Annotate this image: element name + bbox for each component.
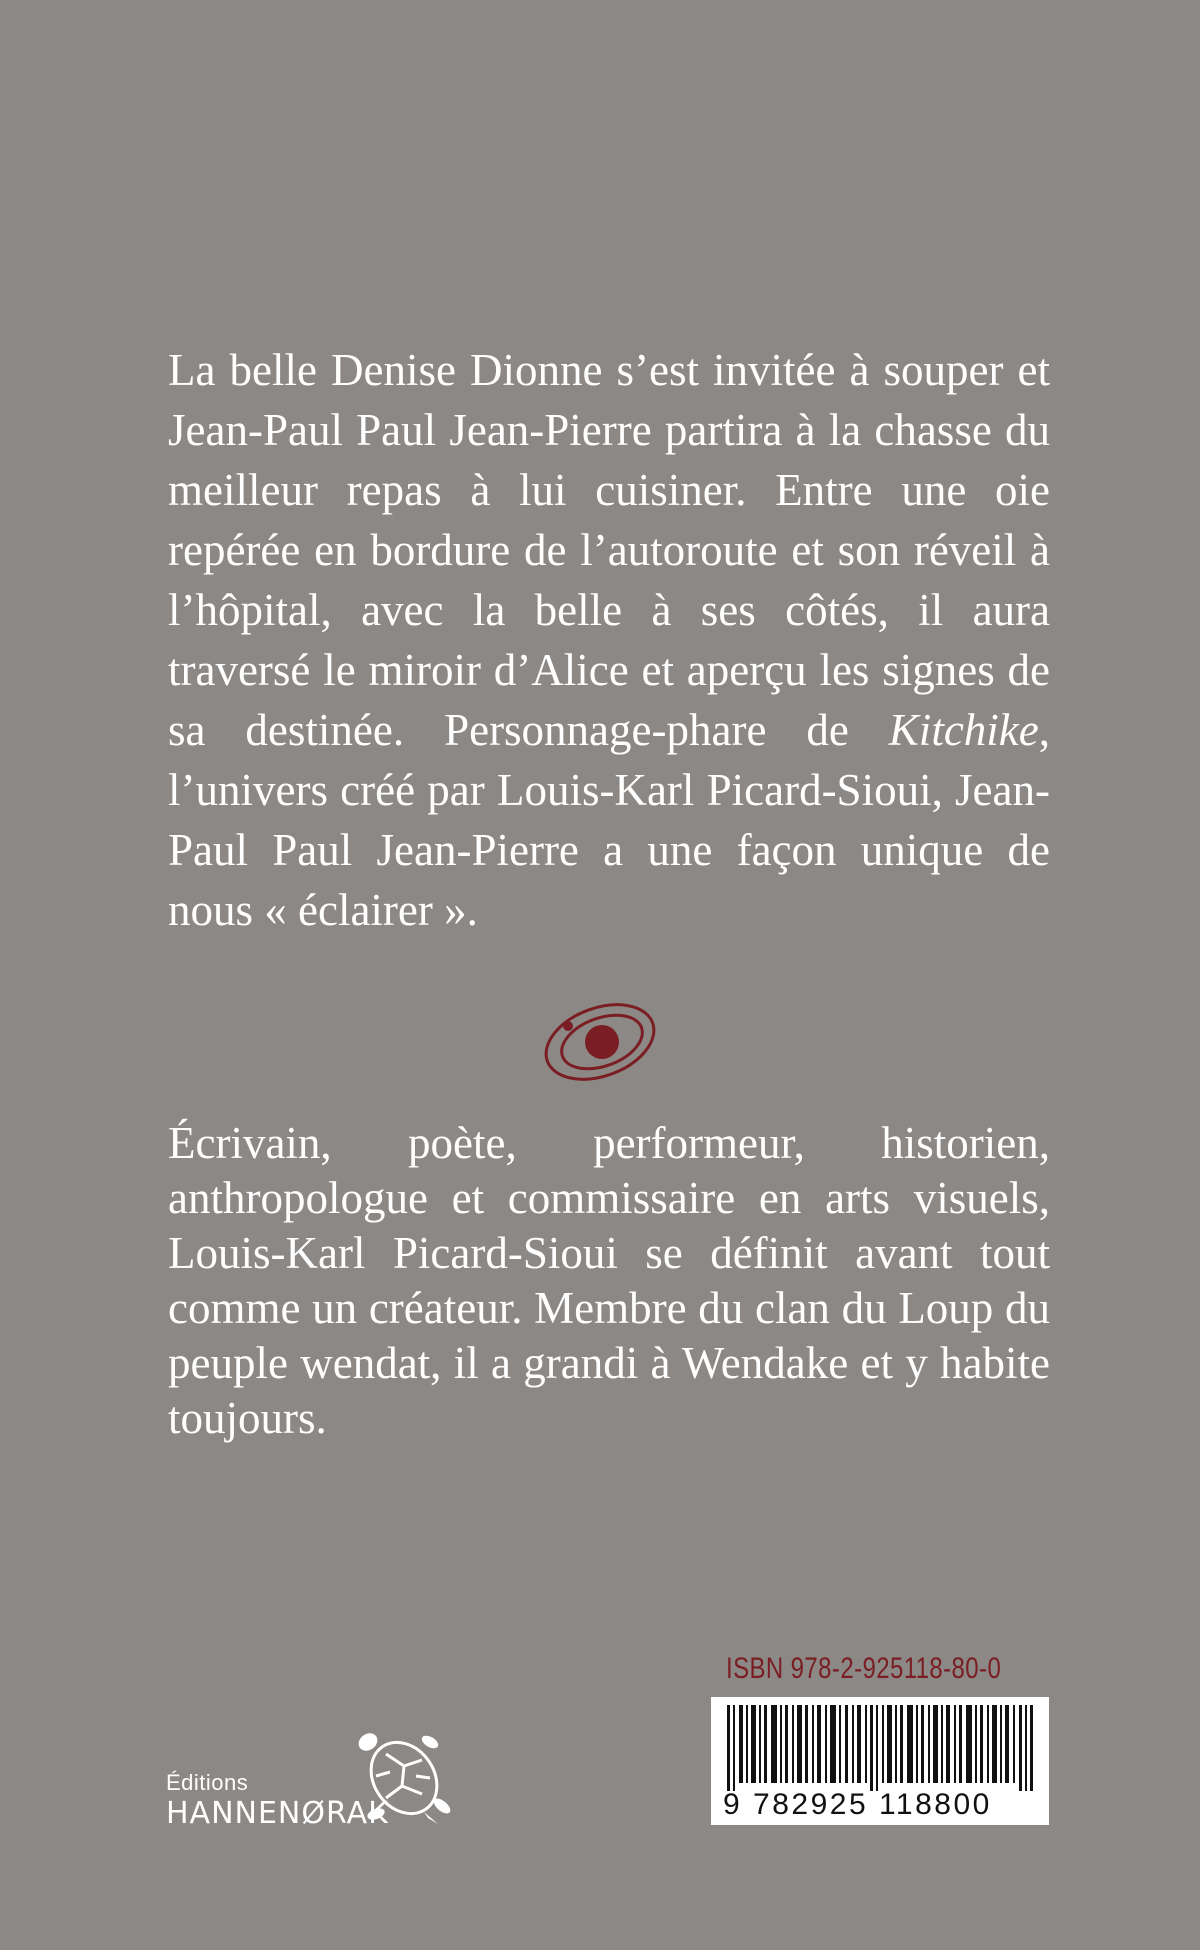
- author-bio-paragraph: Écrivain, poète, performeur, historien, anthropologue et commissaire en arts visuels, Louis-Karl Picard-Sioui se définit avant tout comme un créateur. Membre du clan du Loup du peuple wendat, il a grandi à Wendake et y habite toujours.: [168, 1118, 1050, 1443]
- barcode-digits: 9 782925 118800: [723, 1788, 992, 1821]
- publisher-logo: [166, 1720, 466, 1860]
- isbn-label: ISBN 978-2-925118-80-0: [726, 1652, 1002, 1685]
- blurb-text-part1: La belle Denise Dionne s’est invitée à souper et Jean-Paul Paul Jean-Pierre partira à la chasse du meilleur repas à lui cuisiner. Entre une oie repérée en bordure de l’autoroute et son réveil à l’hôpital, avec la belle à ses côtés, il aura traversé le miroir d’Alice et aperçu les signes de sa destinée. Personnage-phare de: [168, 345, 1050, 755]
- publisher-label-editions: Éditions: [166, 1770, 249, 1795]
- orbit-ornament-icon: [540, 990, 660, 1090]
- blurb-text-part2: , l’univers créé par Louis-Karl Picard-Sioui, Jean-Paul Paul Jean-Pierre a une façon unique de nous « éclairer ».: [168, 705, 1050, 935]
- book-title-italic: Kitchike: [888, 705, 1039, 755]
- publisher-name: HANNENØRAK: [166, 1796, 389, 1831]
- barcode: [711, 1697, 1049, 1825]
- blurb-paragraph: [168, 340, 1050, 940]
- barcode-bars: [725, 1705, 1035, 1791]
